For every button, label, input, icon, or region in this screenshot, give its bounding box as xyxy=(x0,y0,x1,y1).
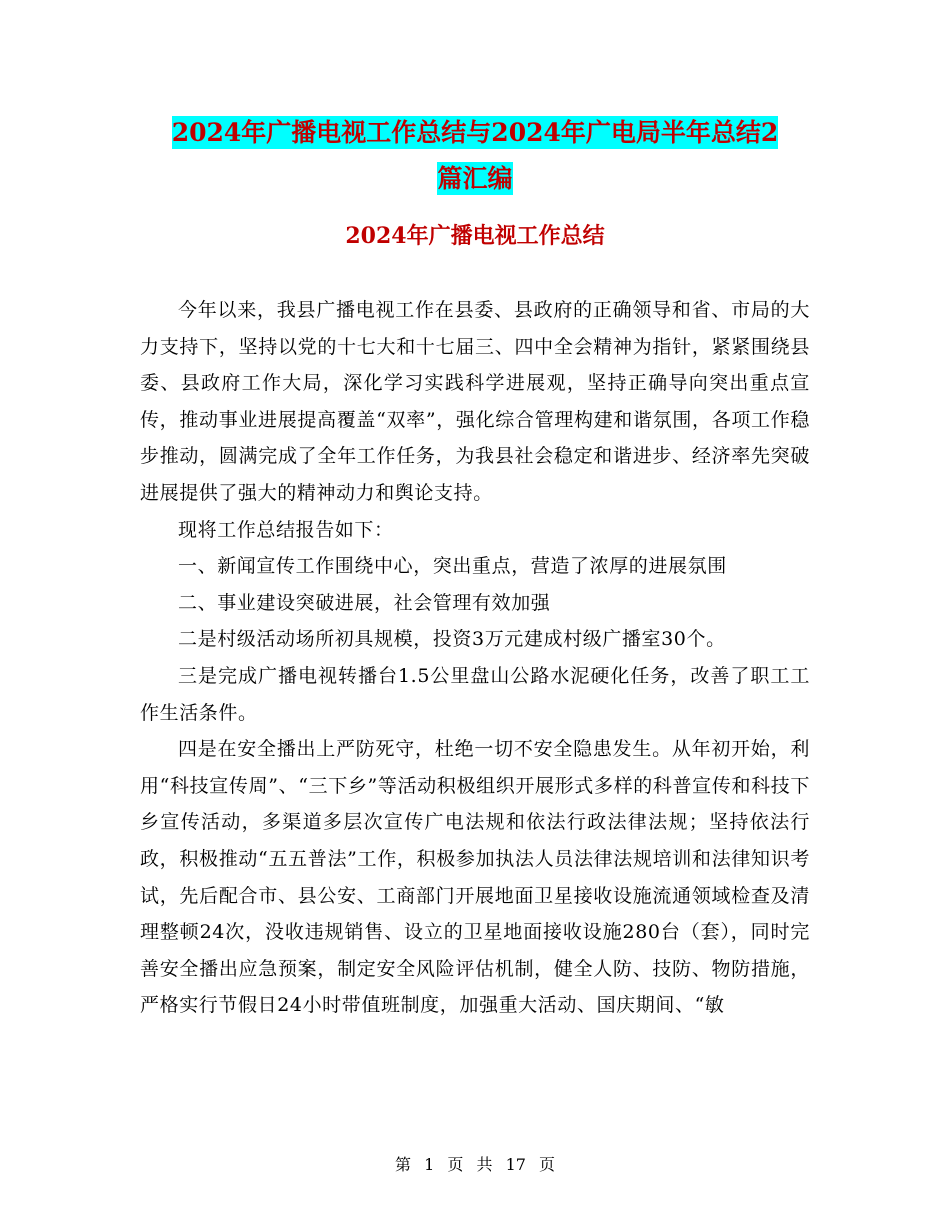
document-body xyxy=(140,292,810,1024)
paragraph-report-lead: 现将工作总结报告如下： xyxy=(178,518,394,541)
paragraph-intro: 今年以来，我县广播电视工作在县委、县政府的正确领导和省、市局的大力支持下，坚持以党的十七大和十七届三、四中全会精神为指针，紧紧围绕县委、县政府工作大局，深化学习实践科学进展观，坚持正确导向突出重点宣传，推动事业进展提高覆盖“双率”，强化综合管理构建和谐氛围，各项工作稳步推动，圆满完成了全年工作任务，为我县社会稳定和谐进步、经济率先突破进展提供了强大的精神动力和舆论支持。 xyxy=(140,299,810,504)
page-footer xyxy=(0,1153,950,1177)
page-label: 第 xyxy=(394,1155,411,1174)
paragraph-item-4: 四是在安全播出上严防死守，杜绝一切不安全隐患发生。从年初开始，利用“科技宣传周”、“三下乡”等活动积极组织开展形式多样的科普宣传和科技下乡宣传活动，多渠道多层次宣传广电法规和依法行政法律法规；坚持依法行政，积极推动“五五普法”工作，积极参加执法人员法律法规培训和法律知识考试，先后配合市、县公安、工商部门开展地面卫星接收设施流通领域检查及清理整顿24次，没收违规销售、设立的卫星地面接收设施280台（套），同时完善安全播出应急预案，制定安全风险评估机制，健全人防、技防、物防措施，严格实行节假日24小时带值班制度，加强重大活动、国庆期间、“敏 xyxy=(140,738,810,1017)
paragraph-heading-1: 一、新闻宣传工作围绕中心，突出重点，营造了浓厚的进展氛围 xyxy=(178,555,727,578)
total-pages: 17 xyxy=(505,1155,526,1174)
title-line-1: 2024年广播电视工作总结与2024年广电局半年总结2 xyxy=(171,118,779,147)
total-unit: 页 xyxy=(539,1155,556,1174)
section-title: 2024年广播电视工作总结 xyxy=(345,223,605,249)
page-number: 1 xyxy=(424,1155,435,1174)
title-line-2: 篇汇编 xyxy=(437,164,513,193)
total-label: 共 xyxy=(476,1155,493,1174)
document-title xyxy=(120,110,830,202)
page-unit: 页 xyxy=(447,1155,464,1174)
paragraph-heading-2: 二、事业建设突破进展，社会管理有效加强 xyxy=(178,591,551,614)
paragraph-item-2: 二是村级活动场所初具规模，投资3万元建成村级广播室30个。 xyxy=(178,628,726,651)
paragraph-item-3: 三是完成广播电视转播台1.5公里盘山公路水泥硬化任务，改善了职工工作生活条件。 xyxy=(140,664,810,724)
